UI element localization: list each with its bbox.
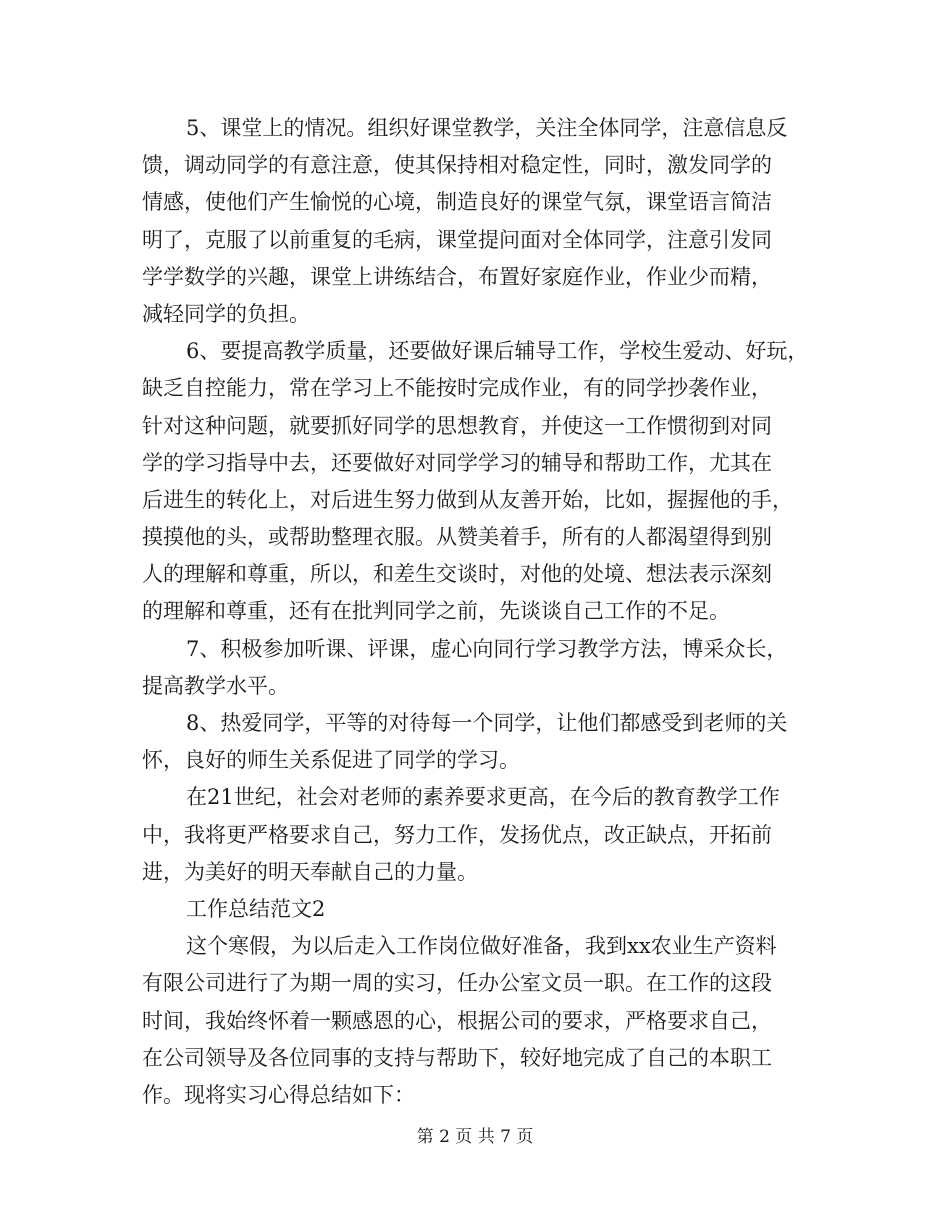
text-line: 在公司领导及各位同事的支持与帮助下，较好地完成了自己的本职工 <box>142 1045 772 1070</box>
text-line: 馈，调动同学的有意注意，使其保持相对稳定性，同时，激发同学的 <box>142 153 772 178</box>
text-line: 工作总结范文2 <box>186 896 326 921</box>
text-line: 学学数学的兴趣，课堂上讲练结合，布置好家庭作业，作业少而精， <box>142 264 772 289</box>
text-line: 针对这种问题，就要抓好同学的思想教育，并使这一工作惯彻到对同 <box>142 413 772 438</box>
text-line: 摸摸他的头，或帮助整理衣服。从赞美着手，所有的人都渴望得到别 <box>142 525 772 550</box>
text-line: 学的学习指导中去，还要做好对同学学习的辅导和帮助工作，尤其在 <box>142 450 772 475</box>
text-line: 有限公司进行了为期一周的实习，任办公室文员一职。在工作的这段 <box>142 971 772 996</box>
text-line: 情感，使他们产生愉悦的心境，制造良好的课堂气氛，课堂语言简洁 <box>142 190 772 215</box>
text-line: 时间，我始终怀着一颗感恩的心，根据公司的要求，严格要求自己， <box>142 1008 772 1033</box>
document-body <box>142 110 832 1114</box>
text-line: 作。现将实习心得总结如下： <box>142 1082 415 1107</box>
page-number: 第 2 页 共 7 页 <box>416 1127 534 1147</box>
text-line: 在21世纪，社会对老师的素养要求更高，在今后的教育教学工作 <box>186 785 780 810</box>
text-line: 中，我将更严格要求自己，努力工作，发扬优点，改正缺点，开拓前 <box>142 822 772 847</box>
text-line: 8、热爱同学，平等的对待每一个同学，让他们都感受到老师的关 <box>186 711 788 735</box>
text-line: 进，为美好的明天奉献自己的力量。 <box>142 859 478 884</box>
text-line: 人的理解和尊重，所以，和差生交谈时，对他的处境、想法表示深刻 <box>142 562 772 587</box>
text-line: 5、课堂上的情况。组织好课堂教学，关注全体同学，注意信息反 <box>186 116 788 140</box>
text-line: 怀，良好的师生关系促进了同学的学习。 <box>142 748 520 773</box>
text-line: 6、要提高教学质量，还要做好课后辅导工作，学校生爱动、好玩， <box>186 339 809 364</box>
text-line: 减轻同学的负担。 <box>142 301 310 326</box>
text-line: 后进生的转化上，对后进生努力做到从友善开始，比如，握握他的手， <box>142 487 793 512</box>
text-line: 明了，克服了以前重复的毛病，课堂提问面对全体同学，注意引发同 <box>142 227 772 252</box>
text-line: 的理解和尊重，还有在批判同学之前，先谈谈自己工作的不足。 <box>142 599 730 624</box>
text-line: 提高教学水平。 <box>142 673 289 698</box>
text-line: 缺乏自控能力，常在学习上不能按时完成作业，有的同学抄袭作业， <box>142 376 772 401</box>
text-line: 7、积极参加听课、评课，虚心向同行学习教学方法，博采众长， <box>186 636 788 661</box>
text-line: 这个寒假，为以后走入工作岗位做好准备，我到xx农业生产资料 <box>186 934 777 959</box>
